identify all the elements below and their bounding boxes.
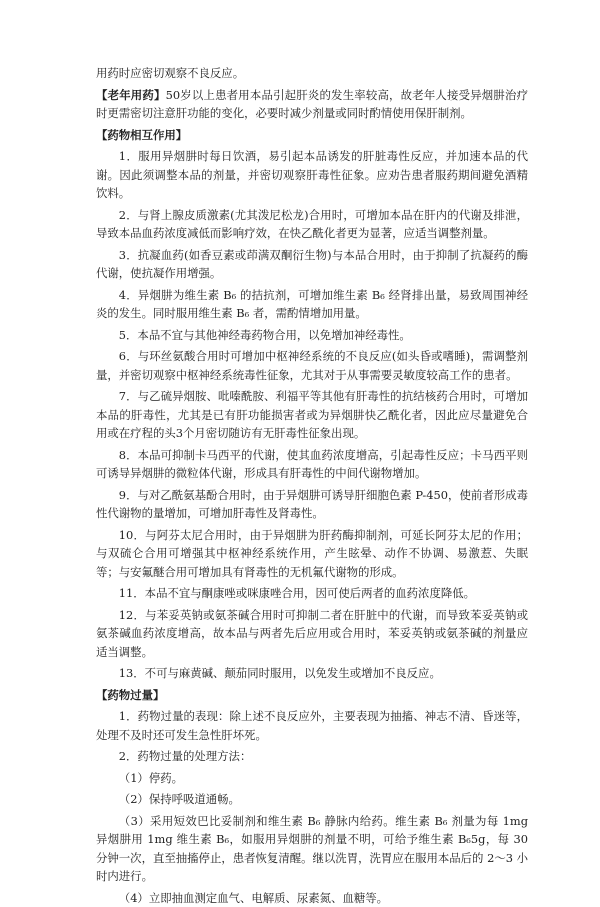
elderly-heading: 【老年用药】 bbox=[96, 88, 166, 102]
interaction-item-12: 12．与苯妥英钠或氨茶碱合用时可抑制二者在肝脏中的代谢，而导致苯妥英钠或氨茶碱血药浓度增高，故本品与两者先后应用或合用时，苯妥英钠或氨茶碱的剂量应适当调整。 bbox=[96, 606, 528, 662]
elderly-text: 50岁以上患者用本品引起肝炎的发生率较高，故老年人接受异烟肼治疗时更需密切注意肝功能的变化，必要时减少剂量或同时酌情使用保肝制剂。 bbox=[96, 88, 528, 121]
interaction-item-5: 5．本品不宜与其他神经毒药物合用，以免增加神经毒性。 bbox=[96, 326, 528, 345]
interaction-item-9: 9．与对乙酰氨基酚合用时，由于异烟肼可诱导肝细胞色素 P-450，使前者形成毒性代谢物的量增加，可增加肝毒性及肾毒性。 bbox=[96, 486, 528, 523]
overdose-treatment-title: 2．药物过量的处理方法： bbox=[96, 747, 528, 766]
overdose-step-3: （3）采用短效巴比妥制剂和维生素 B₆ 静脉内给药。维生素 B₆ 剂量为每 1mg 异烟肼用 1mg 维生素 B₆，如服用异烟肼的剂量不明，可给予维生素 B₆5g，每 30 分钟一次，直至抽搐停止，患者恢复清醒。继以洗胃，洗胃应在服用本品后的 2～3 小时内进行。 bbox=[96, 812, 528, 886]
interaction-item-13: 13．不可与麻黄碱、颠茄同时服用，以免发生或增加不良反应。 bbox=[96, 664, 528, 683]
intro-line: 用药时应密切观察不良反应。 bbox=[96, 64, 528, 83]
overdose-symptoms: 1．药物过量的表现：除上述不良反应外，主要表现为抽搐、神志不清、昏迷等，处理不及时还可发生急性肝坏死。 bbox=[96, 707, 528, 744]
overdose-heading: 【药物过量】 bbox=[96, 686, 528, 705]
overdose-step-4: （4）立即抽血测定血气、电解质、尿素氮、血糖等。 bbox=[96, 889, 528, 907]
elderly-section bbox=[96, 86, 528, 123]
interactions-heading: 【药物相互作用】 bbox=[96, 126, 528, 145]
interaction-item-6: 6．与环丝氨酸合用时可增加中枢神经系统的不良反应(如头昏或嗜睡)，需调整剂量，并密切观察中枢神经系统毒性征象，尤其对于从事需要灵敏度较高工作的患者。 bbox=[96, 347, 528, 384]
interaction-item-11: 11．本品不宜与酮康唑或咪康唑合用，因可使后两者的血药浓度降低。 bbox=[96, 584, 528, 603]
overdose-step-2: （2）保持呼吸道通畅。 bbox=[96, 790, 528, 809]
interaction-item-4: 4．异烟肼为维生素 B₆ 的拮抗剂，可增加维生素 B₆ 经肾排出量，易致周围神经炎的发生。同时服用维生素 B₆ 者，需酌情增加用量。 bbox=[96, 286, 528, 323]
interaction-item-7: 7．与乙硫异烟胺、吡嗪酰胺、利福平等其他有肝毒性的抗结核药合用时，可增加本品的肝毒性，尤其是已有肝功能损害者或为异烟肼快乙酰化者，因此应尽量避免合用或在疗程的头3个月密切随访有无肝毒性征象出现。 bbox=[96, 387, 528, 443]
overdose-step-1: （1）停药。 bbox=[96, 769, 528, 788]
interaction-item-2: 2．与肾上腺皮质激素(尤其泼尼松龙)合用时，可增加本品在肝内的代谢及排泄，导致本品血药浓度减低而影响疗效，在快乙酰化者更为显著，应适当调整剂量。 bbox=[96, 206, 528, 243]
interaction-item-10: 10．与阿芬太尼合用时，由于异烟肼为肝药酶抑制剂，可延长阿芬太尼的作用；与双硫仑合用可增强其中枢神经系统作用，产生眩晕、动作不协调、易激惹、失眠等；与安氟醚合用可增加具有肾毒性的无机氟代谢物的形成。 bbox=[96, 526, 528, 582]
interaction-item-8: 8．本品可抑制卡马西平的代谢，使其血药浓度增高，引起毒性反应；卡马西平则可诱导异烟肼的微粒体代谢，形成具有肝毒性的中间代谢物增加。 bbox=[96, 446, 528, 483]
interaction-item-3: 3．抗凝血药(如香豆素或茚满双酮衍生物)与本品合用时，由于抑制了抗凝药的酶代谢，使抗凝作用增强。 bbox=[96, 246, 528, 283]
interaction-item-1: 1．服用异烟肼时每日饮酒，易引起本品诱发的肝脏毒性反应，并加速本品的代谢。因此须调整本品的剂量，并密切观察肝毒性征象。应劝告患者服药期间避免酒精饮料。 bbox=[96, 147, 528, 203]
